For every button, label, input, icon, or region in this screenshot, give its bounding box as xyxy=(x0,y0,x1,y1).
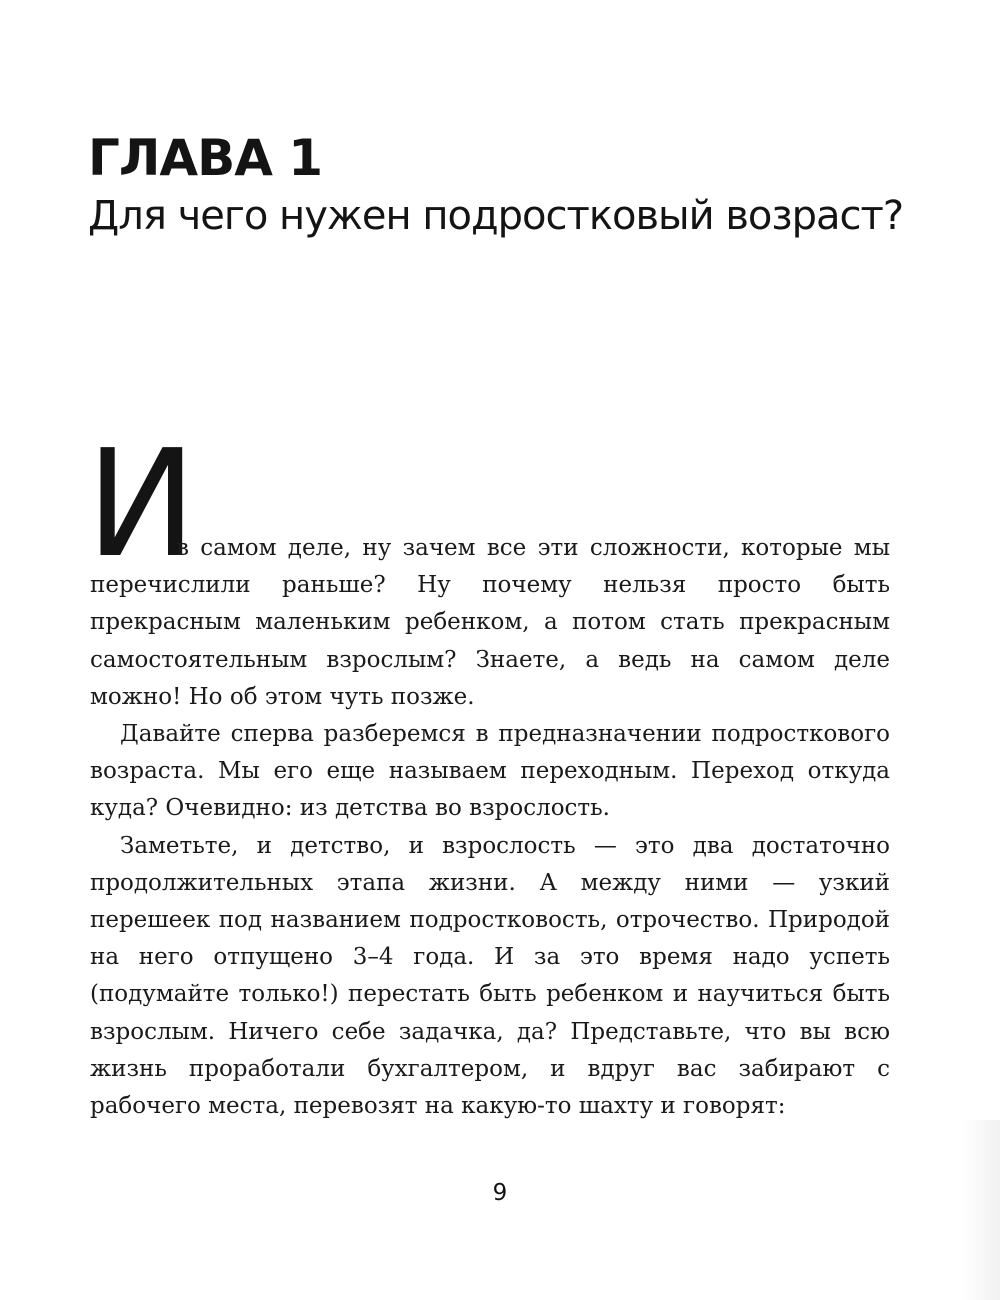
paragraph-2: Давайте сперва разберемся в предназначении подросткового возраста. Мы его еще называем переходным. Переход откуда куда? Очевидно: из детства во взрослость. xyxy=(90,721,890,822)
page-number: 9 xyxy=(492,1180,508,1206)
chapter-label: ГЛАВА 1 xyxy=(88,129,323,187)
body-text xyxy=(90,530,890,1125)
page-edge-shadow xyxy=(962,1120,1000,1300)
chapter-title: Для чего нужен подростковый возраст? xyxy=(88,193,904,239)
paragraph-1: в самом деле, ну зачем все эти сложности, которые мы перечислили раньше? Ну почему нельзя просто быть прекрасным маленьким ребенком, а потом стать прекрасным самостоятельным взрослым? Знаете, а ведь на самом деле можно! Но об этом чуть позже. xyxy=(90,535,890,710)
drop-cap: И xyxy=(86,418,197,590)
paragraph-3: Заметьте, и детство, и взрослость — это два достаточно продолжительных этапа жизни. А между ними — узкий перешеек под названием подростковость, отрочество. Природой на него отпущено 3–4 года. И за это время надо успеть (подумайте только!) перестать быть ребенком и научиться быть взрослым. Ничего себе задачка, да? Представьте, что вы всю жизнь проработали бухгалтером, и вдруг вас забирают с рабочего места, перевозят на какую-то шахту и говорят: xyxy=(90,832,890,1120)
